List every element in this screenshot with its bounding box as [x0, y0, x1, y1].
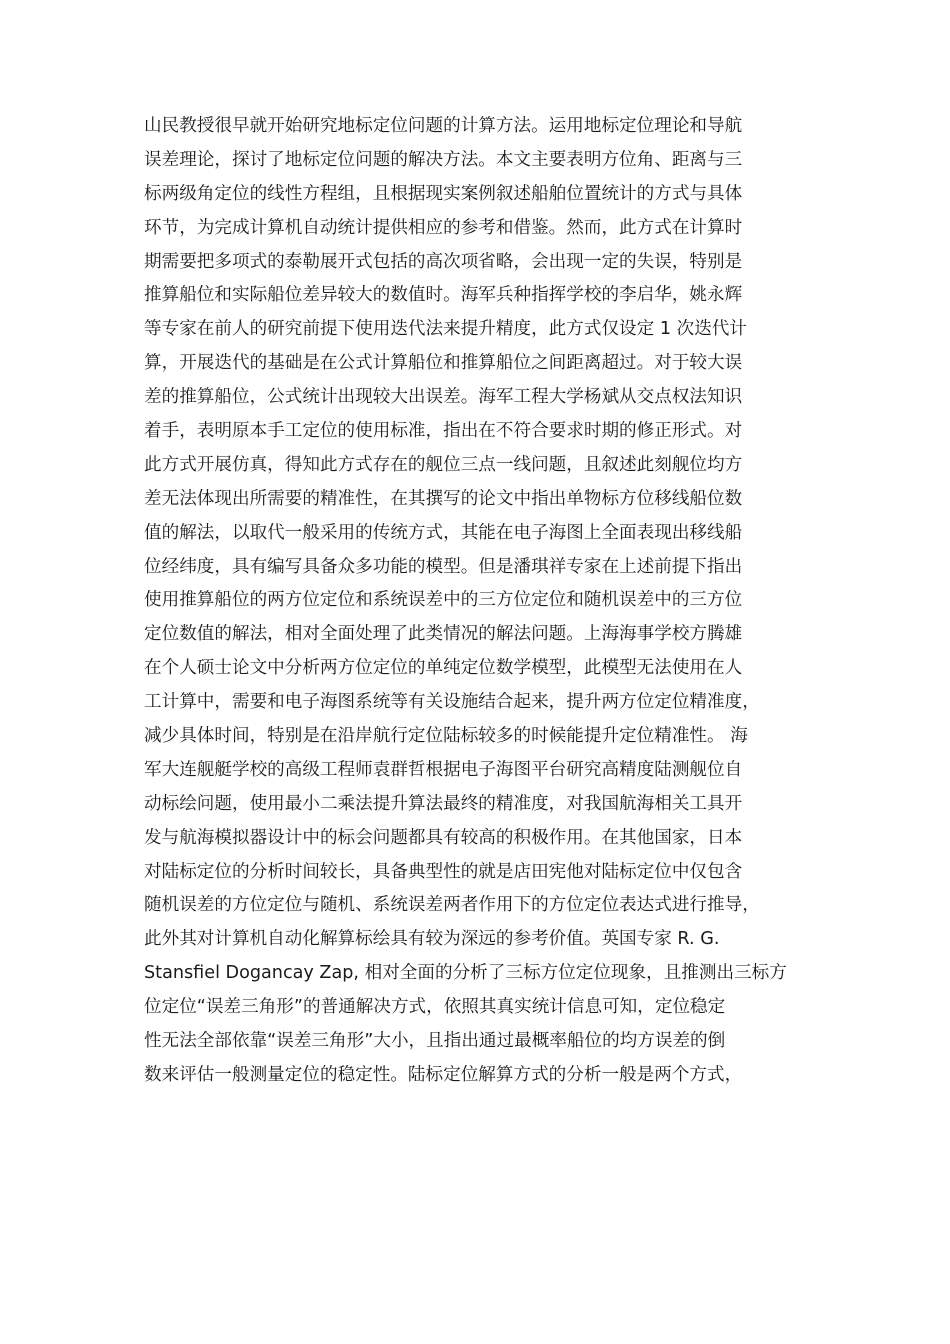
paragraph-line: 等专家在前人的研究前提下使用迭代法来提升精度，此方式仅设定 1 次迭代计: [144, 319, 747, 340]
paragraph-line: 随机误差的方位定位与随机、系统误差两者作用下的方位定位表达式进行推导，: [144, 895, 760, 916]
paragraph-line: 误差理论，探讨了地标定位问题的解决方法。本文主要表明方位角、距离与三: [144, 149, 743, 170]
paragraph-line: 性无法全部依靠“误差三角形”大小，且指出通过最概率船位的均方误差的倒: [144, 1031, 726, 1052]
body-paragraph: [144, 110, 810, 1093]
paragraph-line: 差的推算船位，公式统计出现较大出误差。海军工程大学杨斌从交点权法知识: [144, 387, 743, 408]
paragraph-line: 此外其对计算机自动化解算标绘具有较为深远的参考价值。英国专家 R. G.: [144, 929, 720, 950]
paragraph-line: 标两级角定位的线性方程组，且根据现实案例叙述船舶位置统计的方式与具体: [144, 183, 743, 204]
paragraph-line: 军大连舰艇学校的高级工程师袁群哲根据电子海图平台研究高精度陆测舰位自: [144, 759, 743, 780]
paragraph-line: 使用推算船位的两方位定位和系统误差中的三方位定位和随机误差中的三方位: [144, 590, 743, 611]
paragraph-line: 着手，表明原本手工定位的使用标准，指出在不符合要求时期的修正形式。对: [144, 421, 743, 442]
paragraph-line: 工计算中，需要和电子海图系统等有关设施结合起来，提升两方位定位精准度，: [144, 692, 760, 713]
paragraph-line: 此方式开展仿真，得知此方式存在的舰位三点一线问题，且叙述此刻舰位均方: [144, 454, 743, 475]
paragraph-line: 推算船位和实际船位差异较大的数值时。海军兵种指挥学校的李启华，姚永辉: [144, 285, 743, 306]
paragraph-line: 在个人硕士论文中分析两方位定位的单纯定位数学模型，此模型无法使用在人: [144, 658, 743, 679]
paragraph-line: 位定位“误差三角形”的普通解决方式，依照其真实统计信息可知，定位稳定: [144, 997, 726, 1018]
paragraph-line: 期需要把多项式的泰勒展开式包括的高次项省略，会出现一定的失误，特别是: [144, 251, 743, 272]
paragraph-line: Stansfiel Dogancay Zap, 相对全面的分析了三标方位定位现象，且推测出三标方: [144, 963, 787, 984]
paragraph-line: 差无法体现出所需要的精准性，在其撰写的论文中指出单物标方位移线船位数: [144, 488, 743, 509]
paragraph-line: 环节，为完成计算机自动统计提供相应的参考和借鉴。然而，此方式在计算时: [144, 217, 743, 238]
paragraph-line: 发与航海模拟器设计中的标会问题都具有较高的积极作用。在其他国家，日本: [144, 827, 743, 848]
paragraph-line: 值的解法，以取代一般采用的传统方式，其能在电子海图上全面表现出移线船: [144, 522, 743, 543]
paragraph-line: 定位数值的解法，相对全面处理了此类情况的解法问题。上海海事学校方腾雄: [144, 624, 743, 645]
paragraph-line: 位经纬度，具有编写具备众多功能的模型。但是潘琪祥专家在上述前提下指出: [144, 556, 743, 577]
paragraph-line: 减少具体时间，特别是在沿岸航行定位陆标较多的时候能提升定位精准性。 海: [144, 726, 748, 747]
paragraph-line: 数来评估一般测量定位的稳定性。陆标定位解算方式的分析一般是两个方式，: [144, 1064, 743, 1085]
paragraph-line: 算，开展迭代的基础是在公式计算船位和推算船位之间距离超过。对于较大误: [144, 353, 743, 374]
paragraph-line: 山民教授很早就开始研究地标定位问题的计算方法。运用地标定位理论和导航: [144, 116, 743, 136]
paragraph-line: 对陆标定位的分析时间较长，具备典型性的就是店田宪他对陆标定位中仅包含: [144, 861, 743, 882]
paragraph-line: 动标绘问题，使用最小二乘法提升算法最终的精准度，对我国航海相关工具开: [144, 793, 743, 814]
